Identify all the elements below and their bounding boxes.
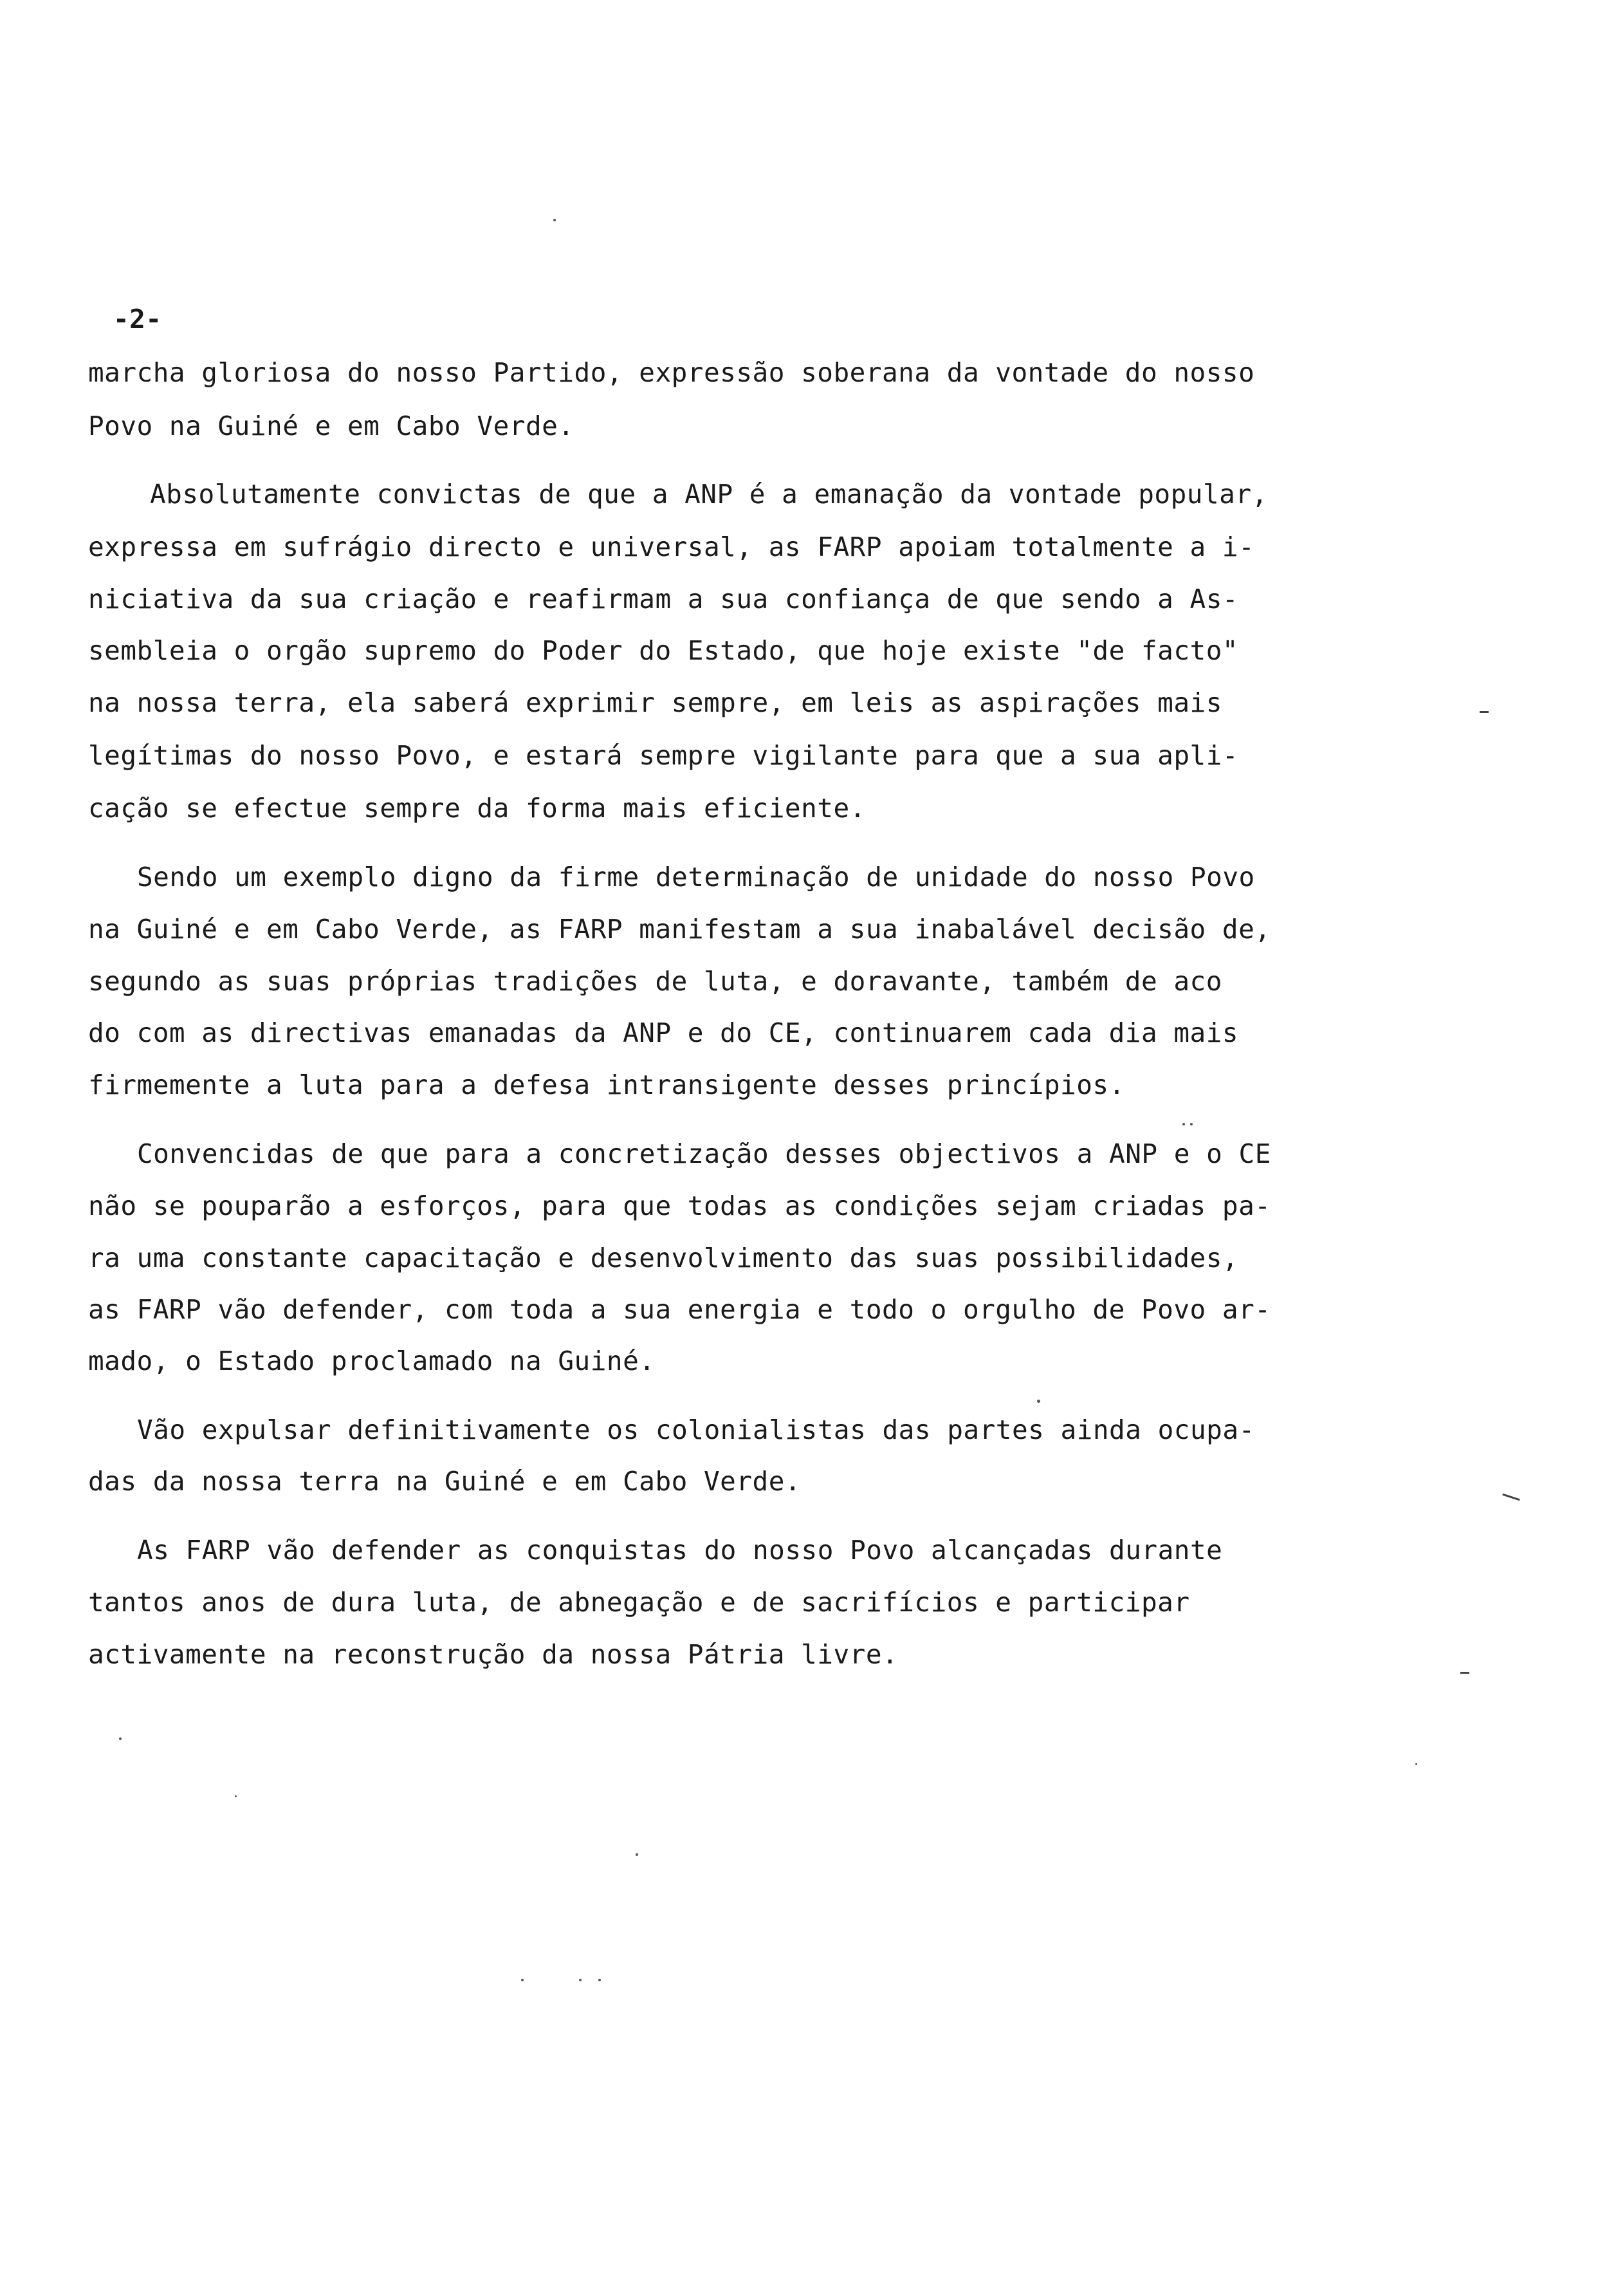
paragraph-2-line-6: legítimas do nosso Povo, e estará sempre vigilante para que a sua apli-: [88, 740, 1239, 771]
scan-mark: [1480, 711, 1489, 713]
scan-speck: [1182, 1123, 1185, 1125]
paragraph-4-line-5: mado, o Estado proclamado na Guiné.: [88, 1346, 656, 1376]
paragraph-2-line-4: sembleia o orgão supremo do Poder do Estado, que hoje existe "de facto": [88, 635, 1239, 666]
paragraph-2-line-1: Absolutamente convictas de que a ANP é a emanação da vontade popular,: [150, 479, 1268, 510]
scan-speck: [235, 1795, 237, 1797]
paragraph-4-line-4: as FARP vão defender, com toda a sua energia e todo o orgulho de Povo ar-: [88, 1294, 1271, 1325]
paragraph-6-line-1: As FARP vão defender as conquistas do nosso Povo alcançadas durante: [137, 1535, 1223, 1566]
paragraph-1-line-1: marcha gloriosa do nosso Partido, expressão soberana da vontade do nosso: [88, 357, 1255, 388]
paragraph-3-line-2: na Guiné e em Cabo Verde, as FARP manifestam a sua inabalável decisão de,: [88, 914, 1271, 945]
paragraph-3-line-5: firmemente a luta para a defesa intransigente desses princípios.: [88, 1069, 1125, 1100]
paragraph-2-line-2: expressa em sufrágio directo e universal, as FARP apoiam totalmente a i-: [88, 532, 1255, 562]
paragraph-5-line-2: das da nossa terra na Guiné e em Cabo Verde.: [88, 1466, 802, 1497]
paragraph-2-line-5: na nossa terra, ela saberá exprimir sempre, em leis as aspirações mais: [88, 687, 1222, 718]
scan-mark: [1460, 1672, 1469, 1674]
scan-speck: [579, 1979, 582, 1981]
paragraph-2-line-3: niciativa da sua criação e reafirmam a sua confiança de que sendo a As-: [88, 584, 1239, 615]
paragraph-6-line-2: tantos anos de dura luta, de abnegação e de sacrifícios e participar: [88, 1587, 1190, 1618]
paragraph-4-line-1: Convencidas de que para a concretização desses objectivos a ANP e o CE: [137, 1138, 1271, 1169]
paragraph-2-line-7: cação se efectue sempre da forma mais eficiente.: [88, 793, 866, 824]
paragraph-5-line-1: Vão expulsar definitivamente os colonialistas das partes ainda ocupa-: [137, 1414, 1255, 1445]
paragraph-1-line-2: Povo na Guiné e em Cabo Verde.: [88, 411, 574, 441]
paragraph-4-line-2: não se pouparão a esforços, para que todas as condições sejam criadas pa-: [88, 1190, 1271, 1221]
paragraph-4-line-3: ra uma constante capacitação e desenvolvimento das suas possibilidades,: [88, 1243, 1239, 1273]
paragraph-6-line-3: activamente na reconstrução da nossa Pátria livre.: [88, 1639, 899, 1670]
paragraph-3-line-4: do com as directivas emanadas da ANP e do CE, continuarem cada dia mais: [88, 1017, 1239, 1048]
scan-speck: [521, 1979, 524, 1981]
scan-speck: [1415, 1763, 1417, 1765]
scan-speck: [598, 1979, 601, 1981]
scan-speck: [1037, 1400, 1040, 1403]
scan-speck: [119, 1737, 122, 1740]
paragraph-3-line-3: segundo as suas próprias tradições de luta, e doravante, também de aco: [88, 966, 1222, 997]
page-number: -2-: [113, 304, 162, 335]
scan-speck: [1190, 1123, 1193, 1125]
scan-mark: [1502, 1494, 1520, 1501]
scan-speck: [636, 1853, 638, 1856]
scan-speck: [553, 219, 556, 221]
paragraph-3-line-1: Sendo um exemplo digno da firme determinação de unidade do nosso Povo: [137, 862, 1255, 893]
